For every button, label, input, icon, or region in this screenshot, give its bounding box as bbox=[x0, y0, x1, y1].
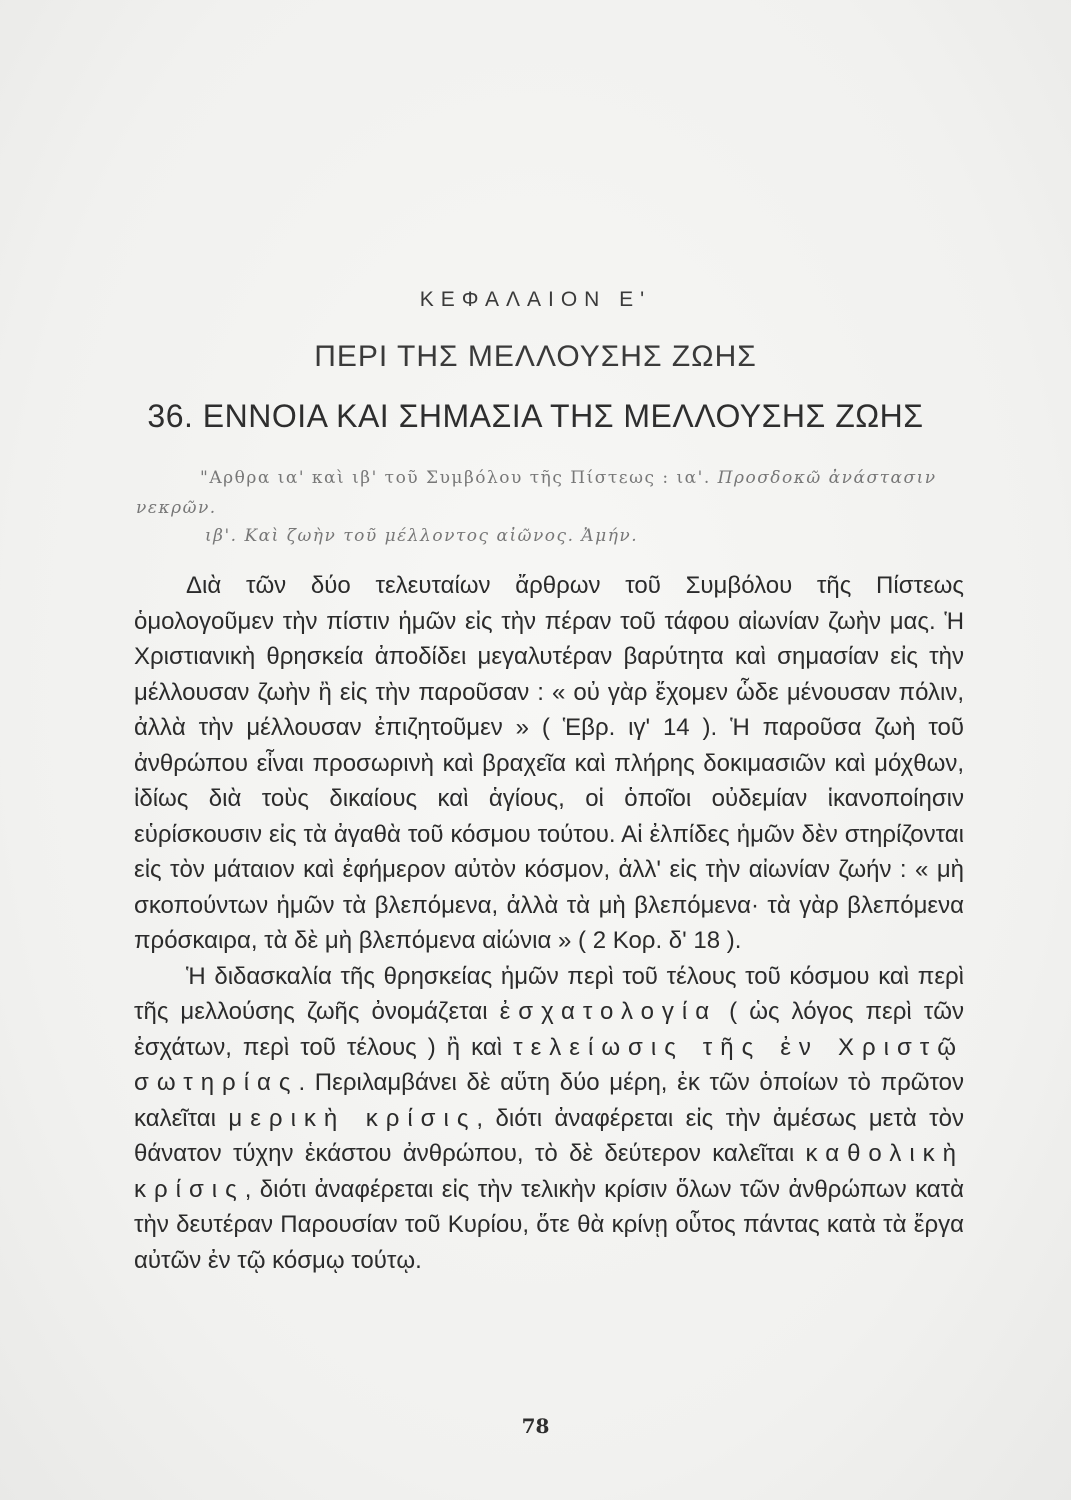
creed-article-12-text: Καὶ ζωὴν τοῦ μέλλοντος αἰῶνος. Ἀμήν. bbox=[244, 526, 639, 546]
paragraph-1: Διὰ τῶν δύο τελευταίων ἄρθρων τοῦ Συμβόλου τῆς Πίστεως ὁμολογοῦμεν τὴν πίστιν ἡμῶν εἰς τὴν πέραν τοῦ τάφου αἰωνίαν ζωὴν μας. Ἡ Χριστιανικὴ θρησκεία ἀποδίδει μεγαλυτέραν βαρύτητα καὶ σημασίαν εἰς τὴν μέλλουσαν ζωὴν ἢ εἰς τὴν παροῦσαν : « οὐ γὰρ ἔχομεν ὧδε μένουσαν πόλιν, ἀλλὰ τὴν μέλλουσαν ἐπιζητοῦμεν » ( Ἑβρ. ιγ' 14 ). Ἡ παροῦσα ζωὴ τοῦ ἀνθρώπου εἶναι προσωρινὴ καὶ βραχεῖα καὶ πλήρης δοκιμασιῶν καὶ μόχθων, ἰδίως διὰ τοὺς δικαίους καὶ ἁγίους, οἱ ὁποῖοι οὐδεμίαν ἱκανοποίησιν εὑρίσκουσιν εἰς τὰ ἀγαθὰ τοῦ κόσμου τούτου. Αἱ ἐλπίδες ἡμῶν δὲν στηρίζονται εἰς τὸν μάταιον καὶ ἐφήμερον αὐτὸν κόσμον, ἀλλ' εἰς τὴν αἰωνίαν ζωήν : « μὴ σκοπούντων ἡμῶν τὰ βλεπόμενα, ἀλλὰ τὰ μὴ βλεπόμενα· τὰ γὰρ βλεπόμενα πρόσκαιρα, τὰ δὲ μὴ βλεπόμενα αἰώνια » ( 2 Κορ. δ' 18 ). bbox=[134, 572, 964, 954]
creed-article-11-text: Προσδοκῶ ἀνάστασιν bbox=[717, 468, 937, 488]
creed-article-12-number: ιβ'. bbox=[205, 526, 238, 546]
term-particular-judgment: μερικὴ κρίσις bbox=[228, 1104, 477, 1132]
creed-article-line-3 bbox=[205, 526, 985, 546]
creed-article-line-1 bbox=[200, 468, 980, 488]
term-universal-judgment: καθολικὴ κρίσις bbox=[134, 1140, 964, 1203]
chapter-title: ΠΕΡΙ ΤΗΣ ΜΕΛΛΟΥΣΗΣ ΖΩΗΣ bbox=[314, 340, 757, 373]
creed-article-line-2 bbox=[136, 498, 916, 518]
term-eschatology: ἐσχατολογία bbox=[499, 998, 718, 1025]
creed-article-11-continuation: νεκρῶν. bbox=[136, 498, 217, 518]
paragraph-2 bbox=[134, 959, 964, 1279]
paragraph-2-text-4: , διότι ἀναφέρεται εἰς τὴν ἀμέσως μετὰ τὸν θάνατον τύχην ἑκάστου ἀνθρώπου, τὸ δὲ δεύτερον καλεῖται bbox=[134, 1104, 964, 1167]
paragraph-2-text-1: Ἡ διδασκαλία τῆς θρησκείας ἡμῶν περὶ τοῦ τέλους τοῦ κόσμου καὶ περὶ τῆς μελλούσης ζωῆς ὀνομάζεται bbox=[134, 962, 964, 1025]
term-fulfillment-of-salvation: τελείωσις τῆς ἐν Χριστῷ σωτηρίας bbox=[134, 1033, 964, 1096]
creed-article-ref: "Αρθρα ια' καὶ ιβ' τοῦ Συμβόλου τῆς Πίστεως : ια'. bbox=[200, 468, 711, 488]
chapter-label: ΚΕΦΑΛΑΙΟΝ Ε' bbox=[419, 288, 652, 311]
page-number: 78 bbox=[521, 1414, 550, 1438]
paragraph-2-text-3: . Περιλαμβάνει δὲ αὕτη δύο μέρη, ἐκ τῶν ὁποίων τὸ πρῶτον καλεῖται bbox=[134, 1069, 964, 1132]
paragraph-2-text-2: ( ὡς λόγος περὶ τῶν ἐσχάτων, περὶ τοῦ τέλους ) ἢ καὶ bbox=[134, 998, 964, 1061]
body-text bbox=[134, 568, 964, 1278]
section-title: 36. ΕΝΝΟΙΑ ΚΑΙ ΣΗΜΑΣΙΑ ΤΗΣ ΜΕΛΛΟΥΣΗΣ ΖΩΗΣ bbox=[147, 398, 924, 434]
paragraph-2-text-5: , διότι ἀναφέρεται εἰς τὴν τελικὴν κρίσιν ὅλων τῶν ἀνθρώπων κατὰ τὴν δευτέραν Παρουσίαν τοῦ Κυρίου, ὅτε θὰ κρίνῃ οὗτος πάντας κατὰ τὰ ἔργα αὐτῶν ἐν τῷ κόσμῳ τούτῳ. bbox=[134, 1175, 964, 1274]
